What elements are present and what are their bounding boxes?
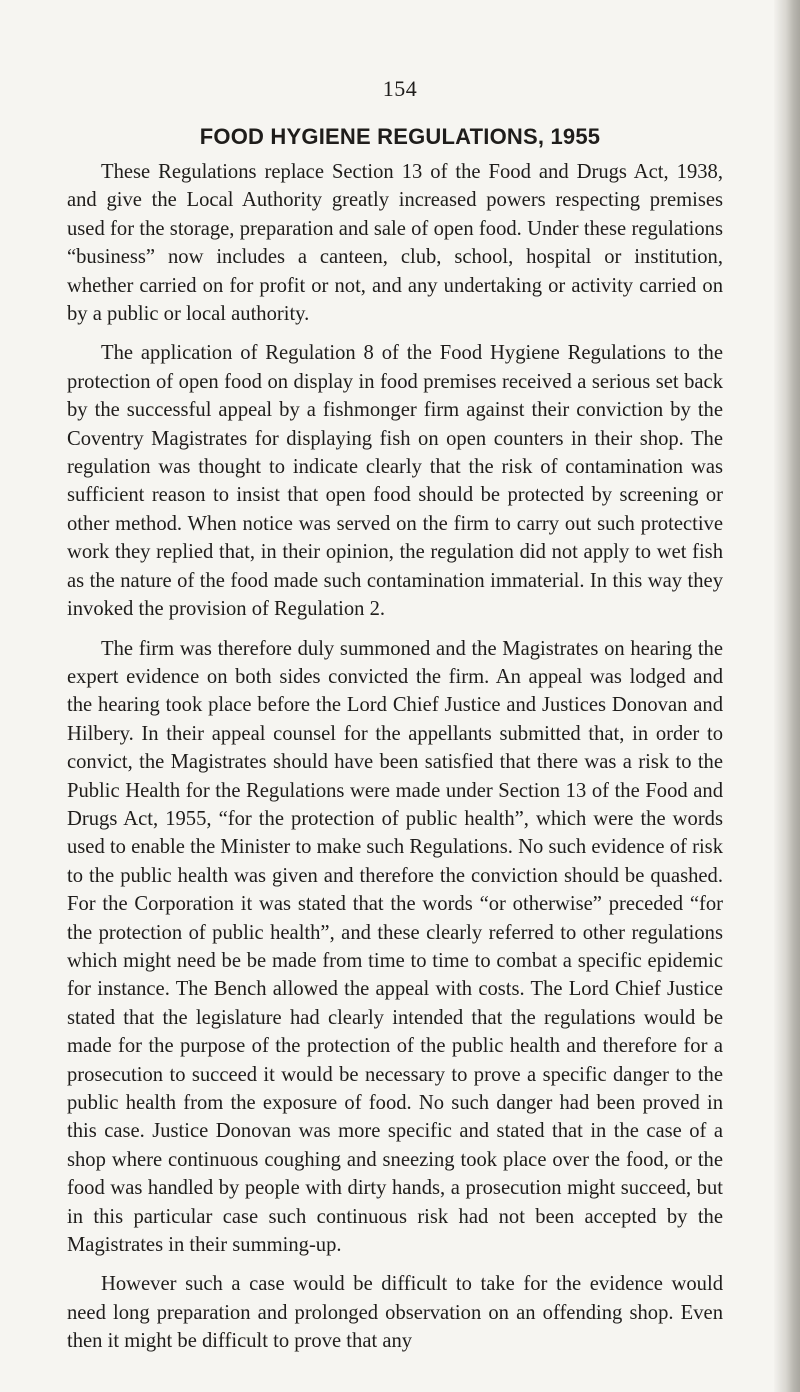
paragraph-1: These Regulations replace Section 13 of the Food and Drugs Act, 1938, and give the Local Authority greatly increased powers respecting premises used for the storage, preparation and sale of open food. Under these regulations “business” now includes a canteen, club, school, hospital or institution, whether carried on for profit or not, and any undertaking or activity carried on by a public or local authority. — [67, 161, 723, 326]
paragraph-3: The firm was therefore duly summoned and the Magistrates on hearing the expert evidence on both sides convicted the firm. An appeal was lodged and the hearing took place before the Lord Chief Justice and Justices Donovan and Hilbery. In their appeal counsel for the appellants submitted that, in order to convict, the Magistrates should have been satisfied that there was a risk to the Public Health for the Regulations were made under Section 13 of the Food and Drugs Act, 1955, “for the protection of public health”, which were the words used to enable the Minister to make such Regulations. No such evidence of risk to the public health was given and therefore the conviction should be quashed. For the Corporation it was stated that the words “or otherwise” preceded “for the protection of public health”, and these clearly referred to other regulations which might need be be made from time to time to combat a specific epidemic for instance. The Bench allowed the appeal with costs. The Lord Chief Justice stated that the legislature had clearly intended that the regulations would be made for the purpose of the protection of the public health and therefore for a prosecution to succeed it would be necessary to prove a specific danger to the public health from the exposure of food. No such danger had been proved in this case. Justice Donovan was more specific and stated that in the case of a shop where continuous coughing and sneezing took place over the food, or the food was handled by people with dirty hands, a prosecution might succeed, but in this particular case such continuous risk had not been accepted by the Magistrates in their summing-up. — [67, 637, 723, 1257]
paragraph-2: The application of Regulation 8 of the Food Hygiene Regulations to the protection of open food on display in food premises received a serious set back by the successful appeal by a fishmonger firm against their conviction by the Coventry Magistrates for displaying fish on open counters in their shop. The regulation was thought to indicate clearly that the risk of contamination was sufficient reason to insist that open food should be protected by screening or other method. When notice was served on the firm to carry out such protective work they replied that, in their opinion, the regulation did not apply to wet fish as the nature of the food made such contamination immaterial. In this way they invoked the provision of Regulation 2. — [67, 342, 723, 621]
page-title: FOOD HYGIENE REGULATIONS, 1955 — [199, 124, 601, 149]
page-number: 154 — [382, 76, 418, 101]
paragraph-4: However such a case would be difficult to take for the evidence would need long preparation and prolonged observation on an offending shop. Even then it might be difficult to prove that any — [67, 1273, 723, 1353]
page-edge-shadow — [774, 0, 800, 1392]
article-body — [67, 158, 723, 1367]
